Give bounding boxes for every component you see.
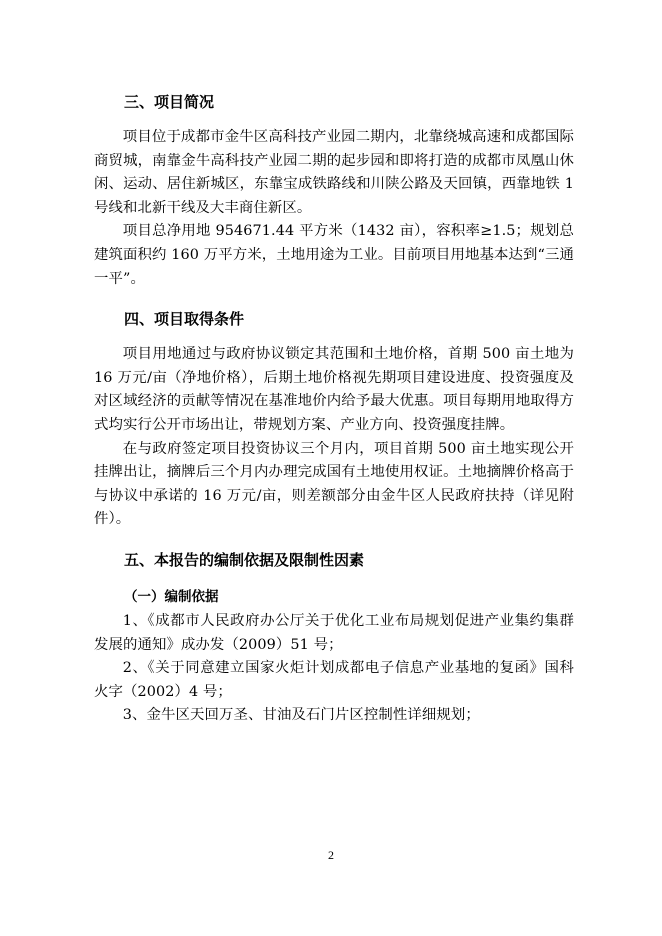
page-number: 2 — [328, 848, 334, 862]
document-body — [94, 88, 574, 728]
basis-item-1: 1、《成都市人民政府办公厅关于优化工业布局规划促进产业集约集群发展的通知》成办发（2009）51 号； — [94, 612, 574, 653]
section-5-subheading: （一）编制依据 — [124, 588, 219, 605]
section-4-heading: 四、项目取得条件 — [124, 310, 245, 329]
section-3-heading: 三、项目简况 — [124, 93, 215, 111]
basis-item-3: 3、金牛区天回万圣、甘油及石门片区控制性详细规划； — [122, 707, 480, 724]
section-4-paragraph-2: 在与政府签定项目投资协议三个月内，项目首期 500 亩土地实现公开挂牌出让，摘牌后三个月内办理完成国有土地使用权证。土地摘牌价格高于与协议中承诺的 16 万元/亩，则差额部分由金牛区人民政府扶持（详见附件）。 — [94, 440, 574, 528]
basis-item-2: 2、《关于同意建立国家火炬计划成都电子信息产业基地的复函》国科火字（2002）4 号； — [94, 660, 574, 700]
section-3-paragraph-2: 项目总净用地 954671.44 平方米（1432 亩），容积率≥1.5；规划总建筑面积约 160 万平方米，土地用途为工业。目前项目用地基本达到“三通一平”。 — [94, 223, 574, 287]
section-3-paragraph-1: 项目位于成都市金牛区高科技产业园二期内，北靠绕城高速和成都国际商贸城，南靠金牛高科技产业园二期的起步园和即将打造的成都市凤凰山休闲、运动、居住新城区，东靠宝成铁路线和川陕公路及天回镇，西靠地铁 1 号线和北新干线及大丰商住新区。 — [94, 129, 574, 216]
section-5-heading: 五、本报告的编制依据及限制性因素 — [124, 550, 365, 569]
section-4-paragraph-1: 项目用地通过与政府协议锁定其范围和土地价格，首期 500 亩土地为 16 万元/亩（净地价格），后期土地价格视先期项目建设进度、投资强度及对区域经济的贡献等情况在基准地价内给予最大优惠。项目每期用地取得方式均实行公开市场出让，带规划方案、产业方向、投资强度挂牌。 — [94, 346, 574, 433]
